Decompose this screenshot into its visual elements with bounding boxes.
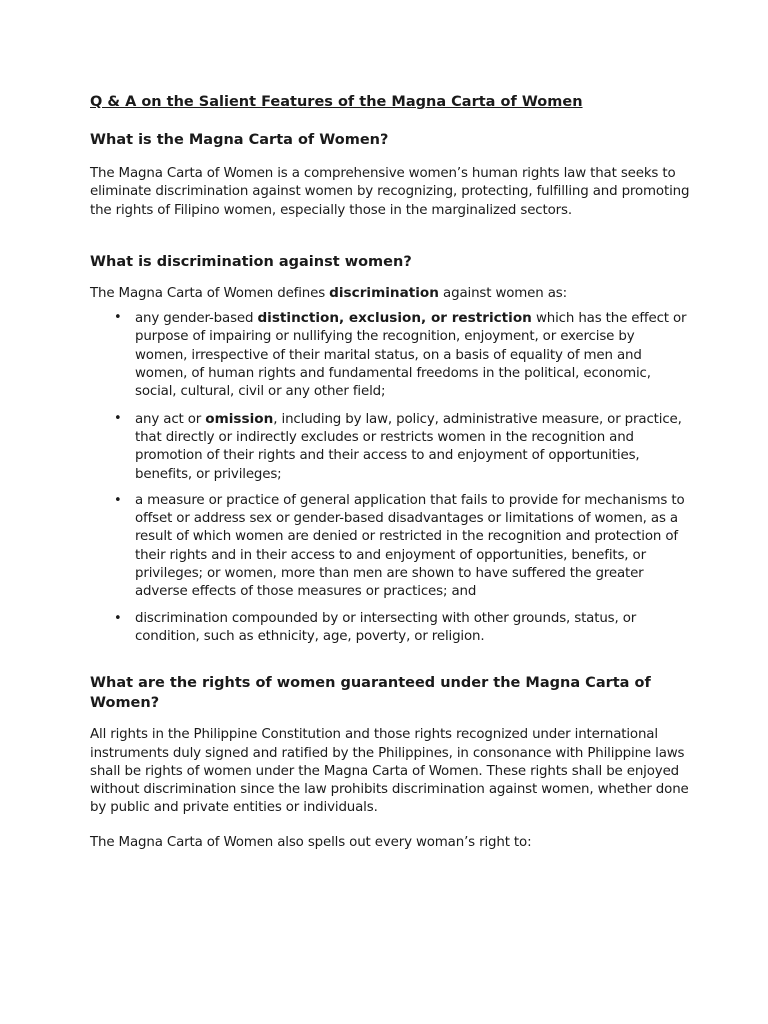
discrimination-list [90,309,690,646]
intro-term-discrimination: discrimination [329,284,439,301]
bullet-icon: • [114,310,122,326]
list-item-text-before: any gender-based [135,311,258,327]
list-item-text [135,309,690,401]
list-item-text-after: , including by law, policy, administrative measure, or practice, that directly or indirectly excludes or restricts women in the recognition and promotion of their rights and their access to and enjoyment of opportunities, benefits, or privileges; [135,411,682,482]
list-item-text-before: discrimination compounded by or intersecting with other grounds, status, or condition, such as ethnicity, age, poverty, or religion. [135,610,637,644]
bullet-icon: • [114,610,122,626]
document-title: Q & A on the Salient Features of the Magna Carta of Women [90,94,583,110]
list-item [90,410,690,484]
list-item [90,309,690,401]
section-heading-rights: What are the rights of women guaranteed under the Magna Carta of Women? [90,675,651,712]
list-item-term: distinction, exclusion, or restriction [257,310,532,327]
document-page [90,92,690,852]
list-item [90,610,690,647]
list-item-text-before: any act or [135,411,206,427]
list-item-text [135,492,690,602]
bullet-icon: • [114,410,122,426]
intro-text-before: The Magna Carta of Women defines [90,285,330,301]
list-item-text-after: which has the effect or purpose of impairing or nullifying the recognition, enjoyment, or exercise by women, irrespective of their marital status, on a basis of equality of men and women, of human rights and fundamental freedoms in the political, economic, social, cultural, civil or any other field; [135,311,687,400]
list-item [90,492,690,602]
discrimination-intro [90,284,690,303]
list-item-text-before: a measure or practice of general application that fails to provide for mechanisms to offset or address sex or gender-based disadvantages or limitations of women, as a result of which women are denied or restricted in the recognition and protection of their rights and in their access to and enjoyment of opportunities, benefits, or privileges; or women, more than men are shown to have suffered the greater adverse effects of those measures or practices; and [135,492,685,600]
section-heading-discrimination: What is discrimination against women? [90,253,412,270]
list-item-text [135,410,690,484]
section-paragraph-rights-intro: The Magna Carta of Women also spells out every woman’s right to: [90,834,532,850]
section-paragraph-what-is-mcw: The Magna Carta of Women is a comprehensive women’s human rights law that seeks to eliminate discrimination against women by recognizing, protecting, fulfilling and promoting the rights of Filipino women, especially those in the marginalized sectors. [90,166,690,218]
bullet-icon: • [114,492,122,508]
list-item-text [135,610,690,647]
list-item-term: omission [205,410,274,427]
section-paragraph-rights: All rights in the Philippine Constitution and those rights recognized under international instruments duly signed and ratified by the Philippines, in consonance with Philippine laws shall be rights of women under the Magna Carta of Women. These rights shall be enjoyed without discrimination since the law prohibits discrimination against women, whether done by public and private entities or individuals. [90,727,689,816]
section-heading-what-is-mcw: What is the Magna Carta of Women? [90,132,389,148]
intro-text-after: against women as: [438,285,567,301]
